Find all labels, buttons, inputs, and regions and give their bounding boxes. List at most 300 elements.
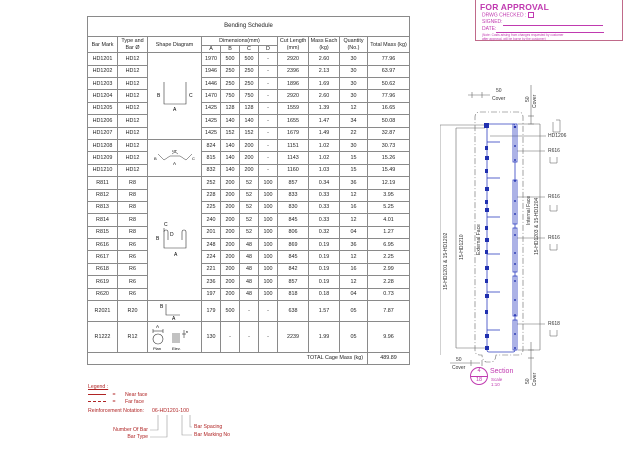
dim-b-cell: 250 (221, 65, 240, 77)
table-row (88, 288, 410, 300)
cut-length-cell: 2920 (278, 53, 309, 65)
svg-text:B: B (153, 156, 157, 162)
section-title: Section (490, 368, 514, 375)
quantity-cell: 34 (340, 115, 368, 127)
table-row (88, 251, 410, 263)
bar-type-cell: HD12 (118, 90, 148, 102)
mass-each-cell: 0.33 (309, 201, 340, 213)
bar-mark-cell: R619 (88, 276, 118, 288)
dim-d-cell: - (259, 65, 278, 77)
table-row (88, 127, 410, 139)
cut-length-cell: 830 (278, 201, 309, 213)
dim-c-cell: 52 (240, 226, 259, 238)
callout-r618: R618 (548, 321, 560, 327)
cut-length-cell: 842 (278, 263, 309, 275)
table-row (88, 322, 410, 353)
dim-d-cell: - (259, 127, 278, 139)
svg-text:C: C (191, 156, 195, 162)
dim-d-cell: 100 (259, 189, 278, 201)
mass-each-cell: 1.02 (309, 152, 340, 164)
bar-mark-cell: HD1202 (88, 65, 118, 77)
total-mass-cell: 5.25 (368, 201, 410, 213)
dim-c-cell: 48 (240, 263, 259, 275)
dim-a-cell: 1946 (202, 65, 221, 77)
mass-each-cell: 1.02 (309, 139, 340, 151)
quantity-cell: 36 (340, 177, 368, 189)
table-row (88, 276, 410, 288)
callout-r616-3: R616 (548, 235, 560, 241)
dim-c-cell: 250 (240, 65, 259, 77)
left-label-hd1201-hd1202: 15-HD1201 & 15-HD1202 (443, 232, 449, 290)
section-marker: 4 18 (470, 367, 488, 385)
dim-c-cell: 200 (240, 152, 259, 164)
total-mass-cell: 6.95 (368, 239, 410, 251)
notation-value: 06-HD1201-100 (152, 408, 189, 414)
quantity-cell: 16 (340, 263, 368, 275)
dim-d-cell: - (259, 53, 278, 65)
cut-length-cell: 818 (278, 288, 309, 300)
quantity-cell: 12 (340, 276, 368, 288)
header-dim-a: A (202, 46, 221, 53)
total-mass-cell: 2.25 (368, 251, 410, 263)
dim-a-cell: 1470 (202, 90, 221, 102)
cut-length-cell: 845 (278, 251, 309, 263)
dim-b-cell: 200 (221, 226, 240, 238)
mass-each-cell: 0.19 (309, 239, 340, 251)
dim-d-cell: - (259, 152, 278, 164)
cover-top-left-value: 50 (496, 88, 502, 94)
bending-schedule-table (87, 16, 410, 365)
approval-title: FOR APPROVAL (480, 2, 549, 12)
dim-c-cell: 128 (240, 102, 259, 114)
total-mass-cell: 30.73 (368, 139, 410, 151)
cut-length-cell: 638 (278, 301, 309, 322)
table-row (88, 226, 410, 238)
header-total-mass: Total Mass (kg) (368, 37, 410, 53)
cut-length-cell: 806 (278, 226, 309, 238)
dim-a-cell: 179 (202, 301, 221, 322)
bar-type-cell: HD12 (118, 127, 148, 139)
dim-d-cell: - (259, 90, 278, 102)
cut-length-cell: 1143 (278, 152, 309, 164)
cut-length-cell: 833 (278, 189, 309, 201)
cut-length-cell: 1559 (278, 102, 309, 114)
bar-mark-cell: R617 (88, 251, 118, 263)
bar-mark-cell: HD1210 (88, 164, 118, 176)
dim-c-cell: 500 (240, 53, 259, 65)
dim-b-cell: 200 (221, 189, 240, 201)
dim-c-cell: 48 (240, 239, 259, 251)
total-mass-cell: 32.87 (368, 127, 410, 139)
mass-each-cell: 2.13 (309, 65, 340, 77)
total-mass-cell: 77.96 (368, 53, 410, 65)
mass-each-cell: 0.32 (309, 226, 340, 238)
drawing-checked-checkbox[interactable] (528, 12, 534, 18)
bar-mark-cell: R813 (88, 201, 118, 213)
number-of-bar-label: Number Of Bar (113, 427, 148, 433)
approval-note-2: after approval, will be borne by the customer) (482, 37, 546, 42)
svg-text:A: A (171, 316, 175, 322)
mass-each-cell: 1.99 (309, 322, 340, 353)
bar-mark-cell: R2021 (88, 301, 118, 322)
dim-c-cell: 48 (240, 251, 259, 263)
cover-bottom-left-label: Cover (452, 365, 466, 371)
cut-length-cell: 857 (278, 276, 309, 288)
svg-text:B: B (155, 235, 159, 242)
dim-d-cell: 100 (259, 226, 278, 238)
dim-c-cell: 52 (240, 189, 259, 201)
dim-b-cell: 250 (221, 77, 240, 89)
table-row (88, 102, 410, 114)
cut-length-cell: 2239 (278, 322, 309, 353)
total-mass-cell: 2.28 (368, 276, 410, 288)
quantity-cell: 12 (340, 214, 368, 226)
total-mass-cell: 50.08 (368, 115, 410, 127)
dim-b-cell: 200 (221, 276, 240, 288)
cut-length-cell: 2920 (278, 90, 309, 102)
cut-length-cell: 1160 (278, 164, 309, 176)
bar-type-cell: R6 (118, 251, 148, 263)
table-row (88, 152, 410, 164)
bar-type-cell: HD12 (118, 102, 148, 114)
total-mass-cell: 4.01 (368, 214, 410, 226)
table-row (88, 301, 410, 322)
total-mass-cell: 3.95 (368, 189, 410, 201)
dim-b-cell: 140 (221, 115, 240, 127)
cut-length-cell: 857 (278, 177, 309, 189)
quantity-cell: 16 (340, 201, 368, 213)
bar-type-cell: HD12 (118, 65, 148, 77)
bar-type-cell: R12 (118, 322, 148, 353)
dim-a-cell: 1970 (202, 53, 221, 65)
dim-b-cell: 128 (221, 102, 240, 114)
bar-mark-cell: R811 (88, 177, 118, 189)
total-cage-mass-label: TOTAL Cage Mass (kg) (88, 353, 368, 365)
svg-text:D: D (169, 231, 174, 238)
dim-a-cell: 1425 (202, 127, 221, 139)
svg-text:B: B (159, 304, 163, 311)
drawing-checked-row: DRWG CHECKED : (482, 12, 622, 19)
cage-section-svg (440, 80, 640, 390)
dim-a-cell: 1425 (202, 115, 221, 127)
table-row (88, 164, 410, 176)
quantity-cell: 30 (340, 139, 368, 151)
cover-bottom-right-label: Cover (532, 372, 538, 386)
header-mass-each: Mass Each (kg) (309, 37, 340, 53)
callout-r616-1: R616 (548, 148, 560, 154)
dim-d-cell: 100 (259, 201, 278, 213)
callout-hd1206: HD1206 (548, 133, 567, 139)
dim-c-cell: 250 (240, 77, 259, 89)
dim-b-cell: 750 (221, 90, 240, 102)
dim-a-cell: 252 (202, 177, 221, 189)
bar-mark-cell: HD1204 (88, 90, 118, 102)
dim-b-cell: 500 (221, 301, 240, 322)
mass-each-cell: 0.19 (309, 263, 340, 275)
bar-mark-cell: HD1203 (88, 77, 118, 89)
mass-each-cell: 1.57 (309, 301, 340, 322)
quantity-cell: 30 (340, 53, 368, 65)
bar-type-cell: R8 (118, 201, 148, 213)
cut-length-cell: 2396 (278, 65, 309, 77)
dim-d-cell: 100 (259, 251, 278, 263)
shape-diagram-helix (148, 322, 202, 353)
dim-d-cell: 100 (259, 276, 278, 288)
dim-b-cell: 200 (221, 177, 240, 189)
dim-d-cell: - (259, 301, 278, 322)
dim-b-cell: 200 (221, 288, 240, 300)
quantity-cell: 04 (340, 288, 368, 300)
bar-mark-cell: R814 (88, 214, 118, 226)
bar-type-cell: HD12 (118, 53, 148, 65)
dim-c-cell: 750 (240, 90, 259, 102)
header-cut-length: Cut Length (mm) (278, 37, 309, 53)
mass-each-cell: 0.19 (309, 276, 340, 288)
dim-c-cell: 200 (240, 164, 259, 176)
dim-c-cell: - (240, 301, 259, 322)
signed-row: SIGNED: (482, 19, 622, 26)
total-mass-cell: 7.87 (368, 301, 410, 322)
mass-each-cell: 0.33 (309, 189, 340, 201)
bar-mark-cell: HD1207 (88, 127, 118, 139)
mass-each-cell: 2.60 (309, 53, 340, 65)
cut-length-cell: 1151 (278, 139, 309, 151)
total-mass-cell: 63.97 (368, 65, 410, 77)
shape-diagram-u (148, 53, 202, 140)
bar-mark-cell: R812 (88, 189, 118, 201)
legend-near-face: = Near face (88, 392, 147, 398)
total-mass-cell: 0.73 (368, 288, 410, 300)
bar-mark-cell: R815 (88, 226, 118, 238)
dim-c-cell: 52 (240, 177, 259, 189)
total-mass-cell: 9.96 (368, 322, 410, 353)
table-row (88, 214, 410, 226)
dim-a-cell: 236 (202, 276, 221, 288)
dim-d-cell: - (259, 115, 278, 127)
dim-c-cell: 152 (240, 127, 259, 139)
dim-a-cell: 824 (202, 139, 221, 151)
notation-label: Reinforcement Notation: (88, 408, 144, 414)
bar-type-cell: R6 (118, 276, 148, 288)
dim-d-cell: - (259, 102, 278, 114)
dim-a-cell: 225 (202, 201, 221, 213)
quantity-cell: 15 (340, 164, 368, 176)
dim-d-cell: - (259, 77, 278, 89)
table-row (88, 90, 410, 102)
quantity-cell: 30 (340, 77, 368, 89)
cut-length-cell: 1655 (278, 115, 309, 127)
shape-diagram-l (148, 301, 202, 322)
dim-a-cell: 228 (202, 189, 221, 201)
svg-text:Plan: Plan (153, 346, 162, 352)
dim-c-cell: - (240, 322, 259, 353)
approval-note-1: (Note: Costs arising from changes requested by customer (482, 33, 564, 38)
bar-type-cell: R8 (118, 189, 148, 201)
quantity-cell: 05 (340, 322, 368, 353)
total-mass-cell: 15.26 (368, 152, 410, 164)
dim-a-cell: 130 (202, 322, 221, 353)
total-mass-cell: 15.49 (368, 164, 410, 176)
bar-type-label: Bar Type (127, 434, 148, 440)
quantity-cell: 12 (340, 102, 368, 114)
mass-each-cell: 1.03 (309, 164, 340, 176)
bar-mark-cell: R616 (88, 239, 118, 251)
table-row (88, 53, 410, 65)
table-row (88, 177, 410, 189)
internal-face-label: Internal Face (526, 195, 532, 225)
bar-mark-cell: HD1208 (88, 139, 118, 151)
bar-type-cell: R6 (118, 239, 148, 251)
dim-d-cell: - (259, 139, 278, 151)
notation-leader-lines (88, 384, 218, 444)
dim-d-cell: 100 (259, 288, 278, 300)
schedule-title: Bending Schedule (88, 17, 410, 37)
dim-c-cell: 52 (240, 214, 259, 226)
svg-text:Elev.: Elev. (172, 346, 181, 352)
section-scale: Scale 1:10 (491, 377, 503, 387)
dim-a-cell: 197 (202, 288, 221, 300)
dim-a-cell: 248 (202, 239, 221, 251)
dim-b-cell: 200 (221, 201, 240, 213)
dim-a-cell: 240 (202, 214, 221, 226)
approval-stamp (475, 0, 623, 41)
table-row (88, 115, 410, 127)
shape-diagram-link (148, 177, 202, 301)
bar-mark-cell: HD1206 (88, 115, 118, 127)
total-mass-cell: 1.27 (368, 226, 410, 238)
bar-type-cell: R6 (118, 263, 148, 275)
external-face-label: External Face (476, 224, 482, 255)
legend-far-face: = Far face (88, 399, 144, 405)
mass-each-cell: 0.34 (309, 177, 340, 189)
dim-b-cell: 200 (221, 214, 240, 226)
dim-b-cell: - (221, 322, 240, 353)
mass-each-cell: 1.47 (309, 115, 340, 127)
dim-a-cell: 1425 (202, 102, 221, 114)
dim-d-cell: 100 (259, 177, 278, 189)
table-row (88, 263, 410, 275)
bar-type-cell: R8 (118, 177, 148, 189)
shape-diagram-crank (148, 139, 202, 176)
dim-a-cell: 221 (202, 263, 221, 275)
total-mass-cell: 2.99 (368, 263, 410, 275)
total-mass-cell: 16.65 (368, 102, 410, 114)
dim-b-cell: 140 (221, 152, 240, 164)
cover-top-right-value: 50 (525, 96, 531, 102)
dim-b-cell: 200 (221, 239, 240, 251)
cover-top-left-label: Cover (492, 96, 506, 102)
svg-text:A: A (172, 107, 176, 114)
dim-a-cell: 815 (202, 152, 221, 164)
table-row (88, 189, 410, 201)
legend-title: Legend : (88, 384, 109, 390)
svg-text:135°: 135° (171, 150, 177, 154)
table-row (88, 201, 410, 213)
cover-bottom-right-value: 50 (525, 378, 531, 384)
quantity-cell: 12 (340, 189, 368, 201)
dim-b-cell: 152 (221, 127, 240, 139)
cover-bottom-left-value: 50 (456, 357, 462, 363)
callout-r616-2: R616 (548, 194, 560, 200)
header-bar-mark: Bar Mark (88, 37, 118, 53)
quantity-cell: 22 (340, 127, 368, 139)
dim-d-cell: 100 (259, 214, 278, 226)
header-type: Type and Bar Ø (118, 37, 148, 53)
bar-type-cell: R20 (118, 301, 148, 322)
svg-text:C: C (188, 93, 193, 100)
dim-b-cell: 140 (221, 164, 240, 176)
cut-length-cell: 1679 (278, 127, 309, 139)
left-label-hd1210: 15-HD1210 (459, 234, 465, 260)
bar-type-cell: HD12 (118, 115, 148, 127)
dim-b-cell: 200 (221, 251, 240, 263)
mass-each-cell: 0.33 (309, 214, 340, 226)
mass-each-cell: 1.39 (309, 102, 340, 114)
mass-each-cell: 0.18 (309, 288, 340, 300)
quantity-cell: 04 (340, 226, 368, 238)
dim-a-cell: 1446 (202, 77, 221, 89)
bar-mark-cell: R1222 (88, 322, 118, 353)
table-row (88, 239, 410, 251)
bar-mark-cell: HD1205 (88, 102, 118, 114)
cut-length-cell: 869 (278, 239, 309, 251)
cover-top-right-label: Cover (532, 94, 538, 108)
dim-c-cell: 48 (240, 276, 259, 288)
header-dim-d: D (259, 46, 278, 53)
shape-label-b: B (156, 93, 160, 100)
right-label-hd1203-hd1204: 15-HD1203 & 15-HD1204 (534, 197, 540, 255)
total-mass-cell: 50.62 (368, 77, 410, 89)
bar-spacing-label: Bar Spacing (194, 424, 223, 430)
bar-type-cell: HD12 (118, 164, 148, 176)
mass-each-cell: 1.69 (309, 77, 340, 89)
bar-mark-cell: R620 (88, 288, 118, 300)
dim-b-cell: 140 (221, 139, 240, 151)
svg-text:A: A (173, 251, 177, 258)
bar-type-cell: R8 (118, 214, 148, 226)
header-dimensions: Dimensions(mm) (202, 37, 278, 46)
svg-text:C: C (163, 221, 168, 228)
header-dim-c: C (240, 46, 259, 53)
mass-each-cell: 1.49 (309, 127, 340, 139)
svg-text:B: B (186, 330, 189, 335)
table-row (88, 139, 410, 151)
dim-a-cell: 201 (202, 226, 221, 238)
bar-type-cell: R8 (118, 226, 148, 238)
quantity-cell: 30 (340, 65, 368, 77)
svg-text:A: A (156, 324, 160, 330)
cut-length-cell: 1896 (278, 77, 309, 89)
total-cage-mass-value: 489.89 (368, 353, 410, 365)
dim-d-cell: 100 (259, 263, 278, 275)
header-quantity: Quantity (No.) (340, 37, 368, 53)
header-shape: Shape Diagram (148, 37, 202, 53)
dim-c-cell: 48 (240, 288, 259, 300)
dim-a-cell: 224 (202, 251, 221, 263)
cut-length-cell: 845 (278, 214, 309, 226)
dim-b-cell: 500 (221, 53, 240, 65)
dim-a-cell: 832 (202, 164, 221, 176)
header-dim-b: B (221, 46, 240, 53)
bar-type-cell: HD12 (118, 139, 148, 151)
dim-c-cell: 140 (240, 115, 259, 127)
dim-d-cell: 100 (259, 239, 278, 251)
quantity-cell: 15 (340, 152, 368, 164)
mass-each-cell: 2.60 (309, 90, 340, 102)
dim-c-cell: 52 (240, 201, 259, 213)
quantity-cell: 05 (340, 301, 368, 322)
total-mass-cell: 77.96 (368, 90, 410, 102)
